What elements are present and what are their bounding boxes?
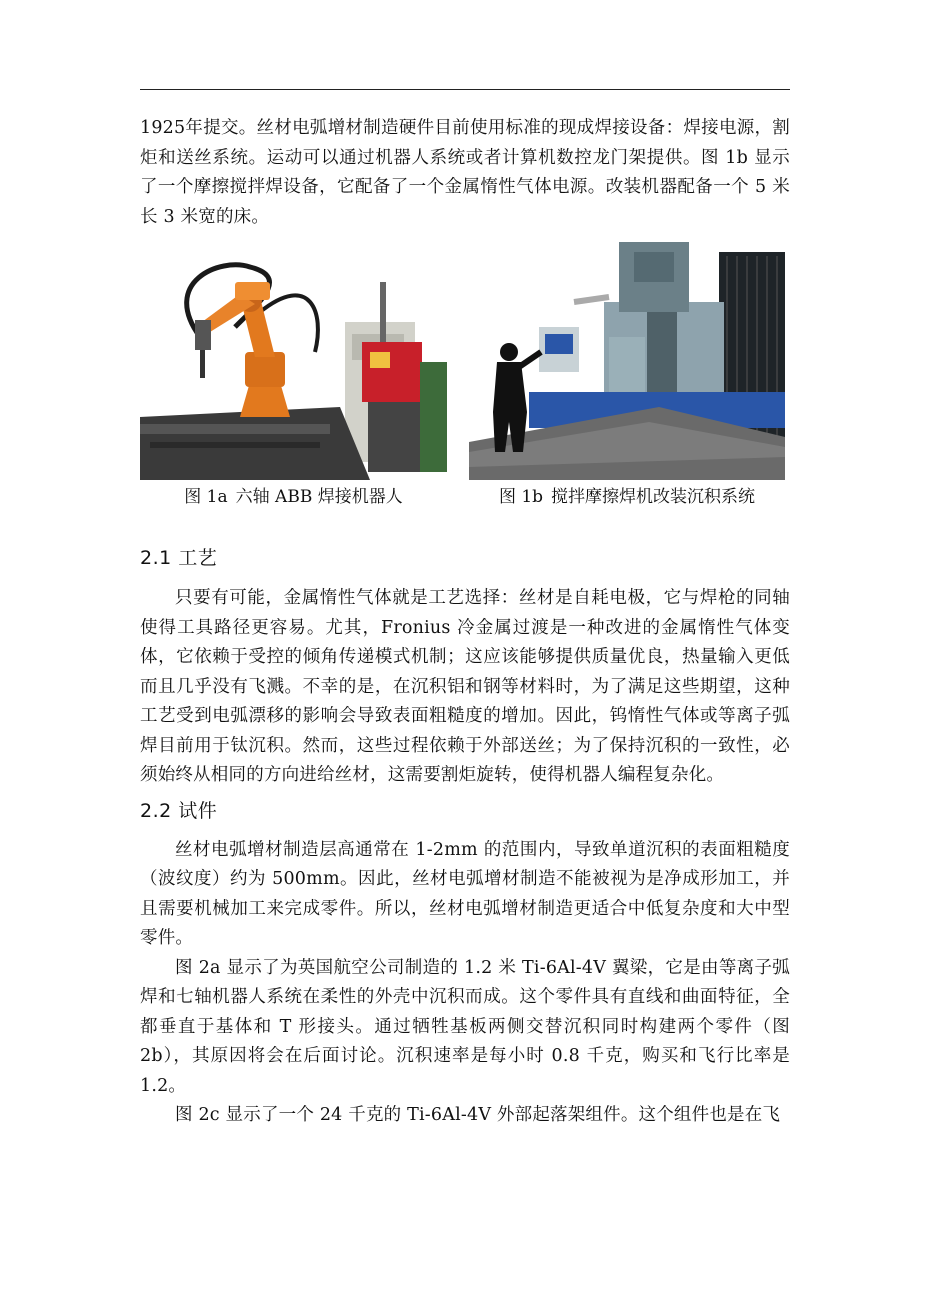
figure-row	[140, 242, 790, 532]
figure-1a-caption: 图 1a 六轴 ABB 焊接机器人	[184, 487, 403, 507]
gantry-machine-photo-icon	[469, 242, 785, 480]
paragraph-specimen-2: 图 2a 显示了为英国航空公司制造的 1.2 米 Ti-6Al-4V 翼梁，它是由等离子弧焊和七轴机器人系统在柔性的外壳中沉积而成。这个零件具有直线和曲面特征，全都垂直于基体和 T 形接头。通过牺牲基板两侧交替沉积同时构建两个零件（图 2b），其原因将会在后面讨论。沉积速率是每小时 0.8 千克，购买和飞行比率是 1.2。	[140, 957, 790, 1096]
section-heading-2-2: 2.2 试件	[140, 799, 218, 822]
page-content	[140, 114, 790, 1131]
header-rule	[140, 89, 790, 90]
paragraph-process: 只要有可能，金属惰性气体就是工艺选择：丝材是自耗电极，它与焊枪的同轴使得工具路径更容易。尤其，Fronius 冷金属过渡是一种改进的金属惰性气体变体，它依赖于受控的倾角传递模式机制；这应该能够提供质量优良，热量输入更低而且几乎没有飞溅。不幸的是，在沉积铝和钢等材料时，为了满足这些期望，这种工艺受到电弧漂移的影响会导致表面粗糙度的增加。因此，钨惰性气体或等离子弧焊目前用于钛沉积。然而，这些过程依赖于外部送丝；为了保持沉积的一致性，必须始终从相同的方向进给丝材，这需要割炬旋转，使得机器人编程复杂化。	[140, 588, 790, 785]
figure-1b-caption: 图 1b 搅拌摩擦焊机改装沉积系统	[498, 487, 756, 507]
section-heading-2-1: 2.1 工艺	[140, 547, 218, 569]
figure-1b	[469, 242, 785, 508]
paragraph-specimen-1: 丝材电弧增材制造层高通常在 1-2mm 的范围内，导致单道沉积的表面粗糙度（波纹度）约为 500mm。因此，丝材电弧增材制造不能被视为是净成形加工，并且需要机械加工来完成零件。所以，丝材电弧增材制造更适合中低复杂度和大中型零件。	[140, 839, 790, 948]
paragraph-specimen-3: 图 2c 显示了一个 24 千克的 Ti-6Al-4V 外部起落架组件。这个组件也是在飞	[175, 1105, 781, 1125]
robot-arm-photo-icon	[140, 242, 447, 480]
figure-1a	[140, 242, 447, 508]
paragraph-intro: 1925年提交。丝材电弧增材制造硬件目前使用标准的现成焊接设备：焊接电源，割炬和送丝系统。运动可以通过机器人系统或者计算机数控龙门架提供。图 1b 显示了一个摩擦搅拌焊设备，它配备了一个金属惰性气体电源。改装机器配备一个 5 米长 3 米宽的床。	[140, 118, 790, 227]
